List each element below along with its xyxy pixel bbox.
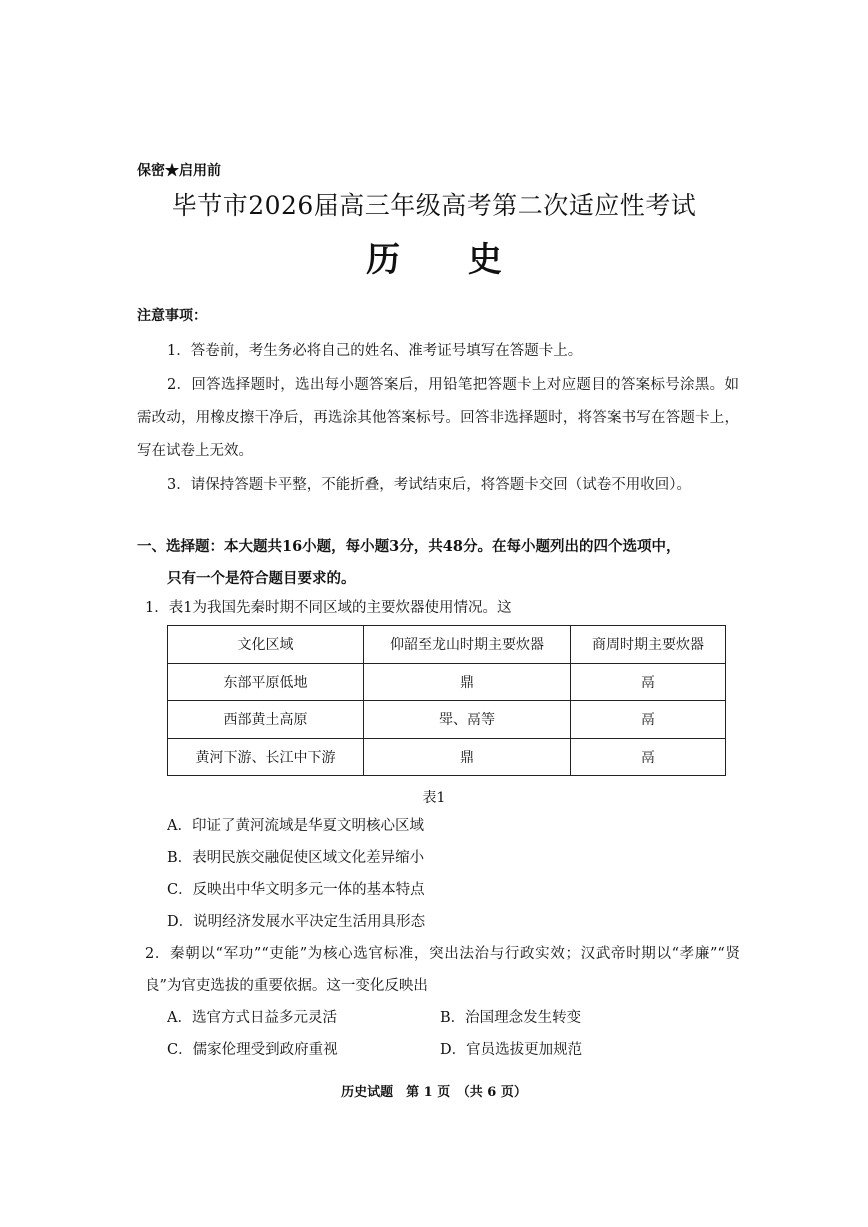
notice-item-2: 2．回答选择题时，选出每小题答案后，用铅笔把答题卡上对应题目的答案标号涂黑。如需改动，用橡皮擦干净后，再选涂其他答案标号。回答非选择题时，将答案书写在答题卡上，写在试卷上无效。 (137, 377, 739, 459)
table-row (168, 663, 726, 701)
notice-heading: 注意事项： (137, 308, 207, 324)
table-cell: 斝、鬲等 (364, 701, 571, 739)
table-cell: 东部平原低地 (168, 663, 364, 701)
table-cell: 鼎 (364, 738, 571, 776)
section-heading (137, 531, 737, 595)
table-row (168, 738, 726, 776)
question-2-option-d: D．官员选拔更加规范 (440, 1042, 583, 1058)
table-cell: 鼎 (364, 663, 571, 701)
subject-title: 历 史 (366, 240, 530, 280)
table-cell: 黄河下游、长江中下游 (168, 738, 364, 776)
question-2-option-b: B．治国理念发生转变 (440, 1010, 582, 1026)
section-heading-line2: 只有一个是符合题目要求的。 (167, 570, 356, 587)
question-1-option-a: A．印证了黄河流域是华夏文明核心区域 (167, 818, 424, 834)
table-header-cell: 文化区域 (168, 626, 364, 664)
page-footer: 历史试题 第 1 页 （共 6 页） (341, 1085, 527, 1100)
exam-title: 毕节市2026届高三年级高考第二次适应性考试 (171, 191, 697, 220)
secret-mark: 保密★启用前 (137, 163, 221, 179)
table-header-cell: 仰韶至龙山时期主要炊器 (364, 626, 571, 664)
question-1-option-c: C．反映出中华文明多元一体的基本特点 (167, 882, 425, 898)
table-cell: 鬲 (571, 701, 726, 739)
notice-item-3: 3．请保持答题卡平整，不能折叠，考试结束后，将答题卡交回（试卷不用收回）。 (167, 477, 691, 493)
section-heading-line1: 一、选择题：本大题共16小题，每小题3分，共48分。在每小题列出的四个选项中， (137, 538, 681, 555)
question-2-stem: 2．秦朝以“军功”“吏能”为核心选官标准，突出法治与行政实效；汉武帝时期以“孝廉”“贤良”为官吏选拔的重要依据。这一变化反映出 (145, 946, 740, 994)
question-2-option-a: A．选官方式日益多元灵活 (167, 1010, 337, 1026)
table-cell: 鬲 (571, 663, 726, 701)
notice-item-1: 1．答卷前，考生务必将自己的姓名、准考证号填写在答题卡上。 (167, 343, 583, 359)
table-caption: 表1 (422, 790, 446, 806)
question-1-table (167, 625, 726, 776)
question-1-stem: 1．表1为我国先秦时期不同区域的主要炊器使用情况。这 (145, 600, 512, 616)
question-2-option-c: C．儒家伦理受到政府重视 (167, 1042, 338, 1058)
question-1-option-b: B．表明民族交融促使区域文化差异缩小 (167, 850, 425, 866)
table-row (168, 701, 726, 739)
table-header-row (168, 626, 726, 664)
table-cell: 西部黄土高原 (168, 701, 364, 739)
table-header-cell: 商周时期主要炊器 (571, 626, 726, 664)
table-cell: 鬲 (571, 738, 726, 776)
question-1-option-d: D．说明经济发展水平决定生活用具形态 (167, 914, 426, 930)
